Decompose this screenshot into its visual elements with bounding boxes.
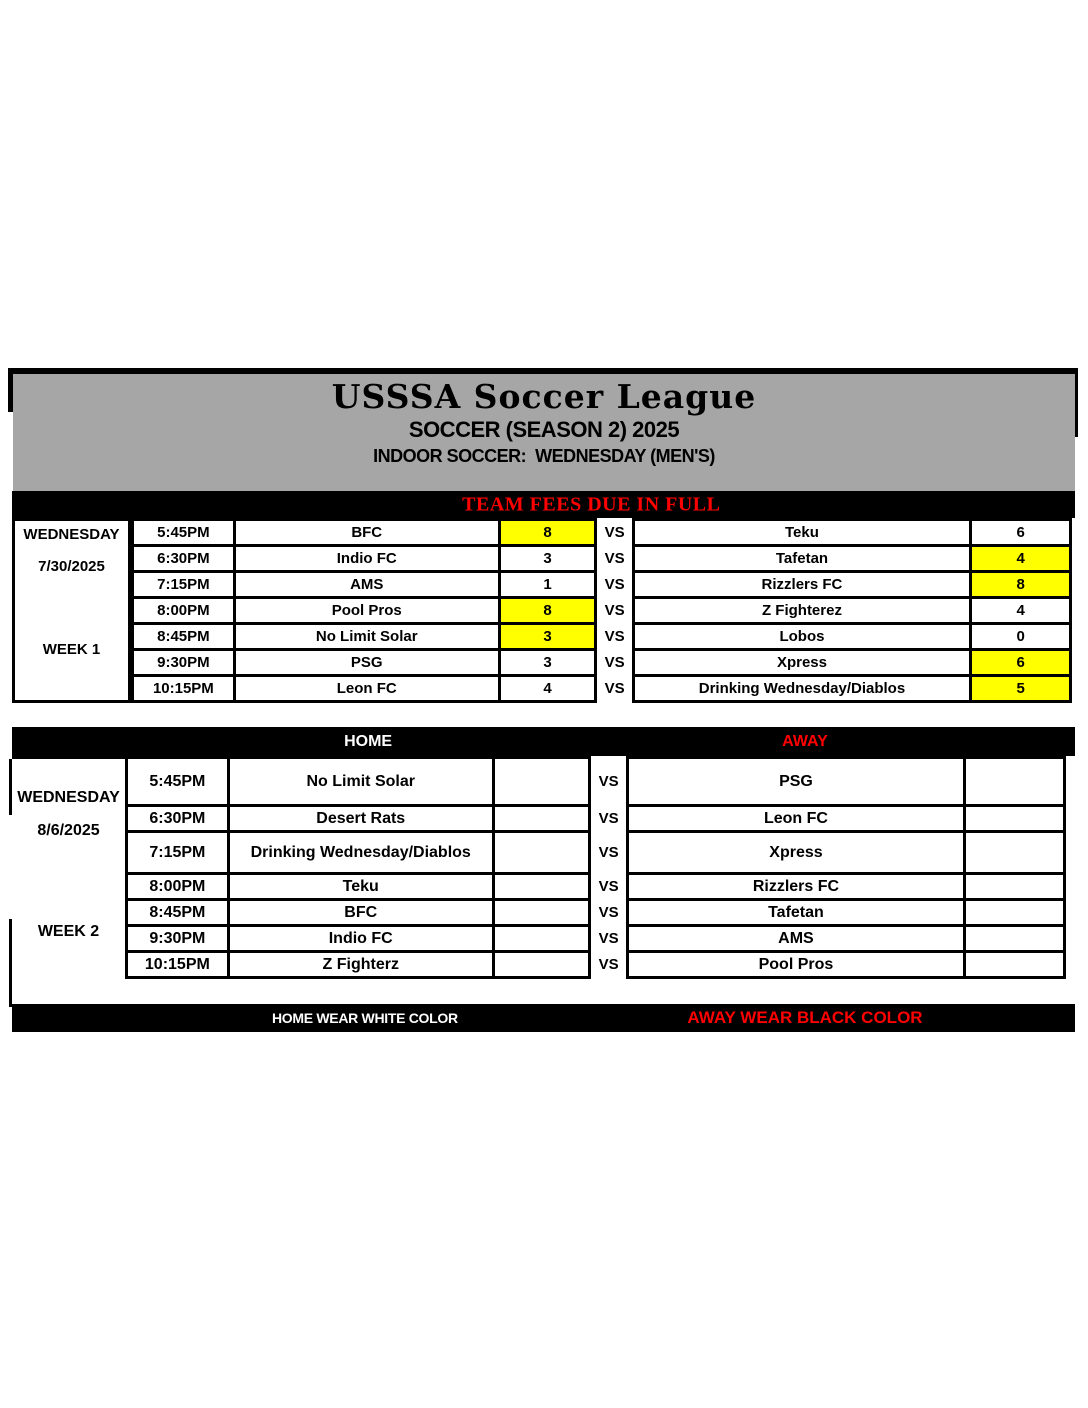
vs-label: VS: [590, 758, 627, 806]
week2-label: WEEK 2: [37, 923, 100, 940]
vs-label: VS: [596, 624, 633, 650]
home-score: [493, 806, 590, 832]
week2-day: WEDNESDAY: [17, 789, 120, 806]
away-team: Rizzlers FC: [633, 572, 971, 598]
vs-label: VS: [596, 598, 633, 624]
fees-banner-text: TEAM FEES DUE IN FULL: [462, 493, 721, 515]
match-row: [133, 520, 1071, 546]
away-team: Lobos: [633, 624, 971, 650]
vs-label: VS: [596, 520, 633, 546]
home-score: 1: [499, 572, 596, 598]
match-time: 10:15PM: [127, 952, 229, 978]
away-team: Leon FC: [627, 806, 965, 832]
away-team: Xpress: [627, 832, 965, 874]
match-time: 7:15PM: [127, 832, 229, 874]
home-away-banner: [12, 727, 1075, 756]
away-score: [965, 806, 1065, 832]
away-score: [965, 926, 1065, 952]
match-time: 8:00PM: [133, 598, 235, 624]
away-score: 4: [971, 598, 1071, 624]
home-score: 3: [499, 650, 596, 676]
home-team: No Limit Solar: [234, 624, 499, 650]
home-team: Teku: [228, 874, 493, 900]
away-team: Tafetan: [627, 900, 965, 926]
week2-schedule-table: [125, 756, 1066, 979]
away-score: [965, 874, 1065, 900]
away-team: Rizzlers FC: [627, 874, 965, 900]
away-score: [965, 952, 1065, 978]
vs-label: VS: [590, 874, 627, 900]
home-score: [493, 926, 590, 952]
vs-label: VS: [590, 806, 627, 832]
week1-label: WEEK 1: [42, 641, 101, 658]
home-team: Leon FC: [234, 676, 499, 702]
match-row: [127, 832, 1065, 874]
away-column-label: AWAY: [782, 732, 828, 750]
vs-label: VS: [590, 952, 627, 978]
home-team: Z Fighterz: [228, 952, 493, 978]
home-team: No Limit Solar: [228, 758, 493, 806]
vs-label: VS: [596, 546, 633, 572]
match-row: [133, 624, 1071, 650]
away-team: Xpress: [633, 650, 971, 676]
home-team: BFC: [228, 900, 493, 926]
week1-section: [12, 518, 1075, 703]
away-team: Pool Pros: [627, 952, 965, 978]
vs-label: VS: [590, 832, 627, 874]
away-score: 0: [971, 624, 1071, 650]
home-team: PSG: [234, 650, 499, 676]
home-score: [493, 952, 590, 978]
away-team: AMS: [627, 926, 965, 952]
match-row: [133, 572, 1071, 598]
home-team: Pool Pros: [234, 598, 499, 624]
match-time: 5:45PM: [127, 758, 229, 806]
home-score: 3: [499, 546, 596, 572]
match-time: 9:30PM: [133, 650, 235, 676]
match-time: 8:00PM: [127, 874, 229, 900]
week2-section: [12, 756, 1075, 979]
away-score: [965, 832, 1065, 874]
match-row: [133, 650, 1071, 676]
week1-date: 7/30/2025: [38, 558, 105, 575]
uniform-color-banner: [12, 1004, 1075, 1032]
home-score: [493, 832, 590, 874]
match-row: [127, 758, 1065, 806]
match-row: [127, 806, 1065, 832]
home-score: [493, 900, 590, 926]
week1-day: WEDNESDAY: [23, 526, 120, 543]
home-team: Indio FC: [228, 926, 493, 952]
season-subtitle: SOCCER (SEASON 2) 2025: [408, 417, 680, 442]
match-row: [127, 926, 1065, 952]
away-team: Z Fighterez: [633, 598, 971, 624]
vs-label: VS: [596, 572, 633, 598]
home-team: BFC: [234, 520, 499, 546]
home-team: Indio FC: [234, 546, 499, 572]
home-column-label: HOME: [344, 732, 393, 750]
away-score: 5: [971, 676, 1071, 702]
match-time: 5:45PM: [133, 520, 235, 546]
week2-date-cell: [12, 756, 125, 979]
match-row: [127, 900, 1065, 926]
home-score: 8: [499, 520, 596, 546]
match-time: 10:15PM: [133, 676, 235, 702]
home-team: AMS: [234, 572, 499, 598]
match-time: 9:30PM: [127, 926, 229, 952]
away-team: Drinking Wednesday/Diablos: [633, 676, 971, 702]
away-score: 6: [971, 650, 1071, 676]
away-score: [965, 758, 1065, 806]
away-score: 4: [971, 546, 1071, 572]
away-team: Teku: [633, 520, 971, 546]
vs-label: VS: [596, 676, 633, 702]
division-subtitle: INDOOR SOCCER: WEDNESDAY (MEN'S): [373, 446, 715, 466]
match-time: 6:30PM: [133, 546, 235, 572]
away-team: Tafetan: [633, 546, 971, 572]
week1-date-cell: [12, 518, 131, 703]
home-team: Desert Rats: [228, 806, 493, 832]
home-score: 8: [499, 598, 596, 624]
match-row: [127, 952, 1065, 978]
match-time: 7:15PM: [133, 572, 235, 598]
away-score: 8: [971, 572, 1071, 598]
home-score: 3: [499, 624, 596, 650]
home-score: [493, 874, 590, 900]
league-header: [13, 374, 1075, 491]
fees-banner: [12, 491, 1075, 518]
match-time: 6:30PM: [127, 806, 229, 832]
home-team: Drinking Wednesday/Diablos: [228, 832, 493, 874]
week2-date: 8/6/2025: [37, 822, 100, 839]
week1-schedule-table: [131, 518, 1072, 703]
away-wear-label: AWAY WEAR BLACK COLOR: [687, 1008, 923, 1027]
away-score: [965, 900, 1065, 926]
home-score: 4: [499, 676, 596, 702]
match-row: [133, 598, 1071, 624]
match-row: [133, 546, 1071, 572]
home-wear-label: HOME WEAR WHITE COLOR: [272, 1010, 458, 1026]
vs-label: VS: [590, 900, 627, 926]
match-row: [127, 874, 1065, 900]
away-team: PSG: [627, 758, 965, 806]
match-row: [133, 676, 1071, 702]
match-time: 8:45PM: [127, 900, 229, 926]
home-score: [493, 758, 590, 806]
vs-label: VS: [596, 650, 633, 676]
match-time: 8:45PM: [133, 624, 235, 650]
league-title: USSSA Soccer League: [331, 377, 757, 416]
vs-label: VS: [590, 926, 627, 952]
away-score: 6: [971, 520, 1071, 546]
